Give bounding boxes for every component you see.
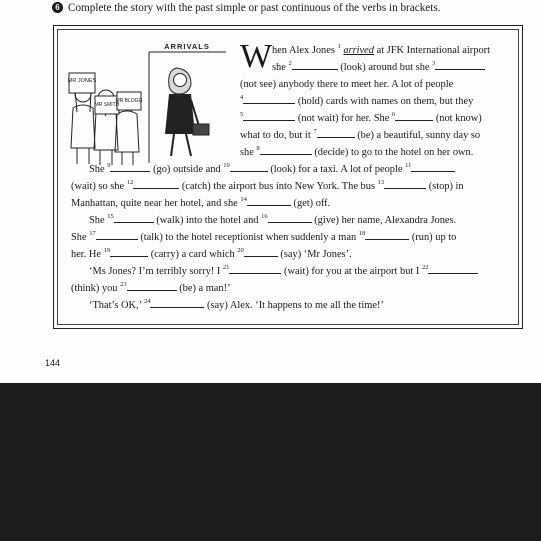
blank-18[interactable] [365, 230, 409, 240]
card-mr-jones: MR JONES [67, 78, 97, 84]
woman-figure [165, 68, 209, 156]
blank-14[interactable] [247, 196, 291, 206]
blank-11[interactable] [411, 162, 455, 172]
blank-4[interactable] [243, 94, 295, 104]
blank-7[interactable] [317, 128, 355, 138]
blank-17[interactable] [96, 230, 138, 240]
blank-12[interactable] [133, 179, 179, 189]
blank-24[interactable] [150, 298, 204, 308]
exercise-number: 6 [52, 2, 63, 13]
blank-20[interactable] [244, 247, 278, 257]
blank-23[interactable] [127, 281, 177, 291]
story-body: She $^9$ (go) outside and $^{10}$ (look) for a taxi. A lot of people $^{11}$ (wait) so she $^{12}$ (catch) the airport bus into New York. The bus $^{13}$ (stop) in Manhattan, quite near her hotel, and she $^{14}$ (get) off. She $^{15}$ (walk) into the hotel and $^{16}$ (give) her name, Alexandra Jones. She $^{17}$ (talk) to the hotel receptionist when suddenly a man $^{18}$ (run) up to her. He $^{19}$ (carry) a card which $^{20}$ (say) ‘Mr Jones’. ‘Ms Jones? I’m terribly sorry! I $^{21}$ (wait) for you at the airport but I $^{22}$ (think) you $^{23}$ (be) a man!’ ‘That’s OK,’ $^{24}$ (say) Alex. ‘It happens to me all the time!’ [71, 161, 478, 314]
blank-21[interactable] [229, 264, 281, 274]
arrivals-sign: ARRIVALS [164, 42, 210, 51]
answer-1: arrived [343, 45, 374, 56]
blank-6[interactable] [395, 111, 433, 121]
card-mr-blogg: MR BLOGG [115, 98, 143, 104]
blank-22[interactable] [428, 264, 478, 274]
blank-19[interactable] [110, 247, 148, 257]
blank-8[interactable] [260, 145, 312, 155]
blank-13[interactable] [384, 179, 426, 189]
page-number: 144 [45, 358, 61, 368]
arrivals-illustration [61, 38, 236, 168]
instruction-text: Complete the story with the past simple or past continuous of the verbs in brackets. [68, 2, 441, 14]
dark-background [0, 383, 541, 541]
blank-2[interactable] [292, 60, 338, 70]
drop-cap: W [240, 38, 273, 75]
blank-15[interactable] [114, 213, 154, 223]
blank-16[interactable] [268, 213, 312, 223]
blank-3[interactable] [435, 60, 485, 70]
blank-5[interactable] [243, 111, 295, 121]
blank-9[interactable] [110, 162, 150, 172]
blank-10[interactable] [230, 162, 268, 172]
card-mr-smith: MR SMITH [94, 102, 120, 108]
exercise-instruction [52, 2, 441, 14]
story-intro: hen Alex Jones $^1$ arrived at JFK International airport she $^2$ (look) around but she $^3$ (not see) anybody there to meet her. A lot of people $^4$ (hold) cards with names on them, but they $^5$ (not wait) for her. She $^6$ (not know) what to do, but it $^7$ (be) a beautiful, sunny day so she $^8$ (decide) to go to the hotel on her own. [240, 43, 490, 158]
